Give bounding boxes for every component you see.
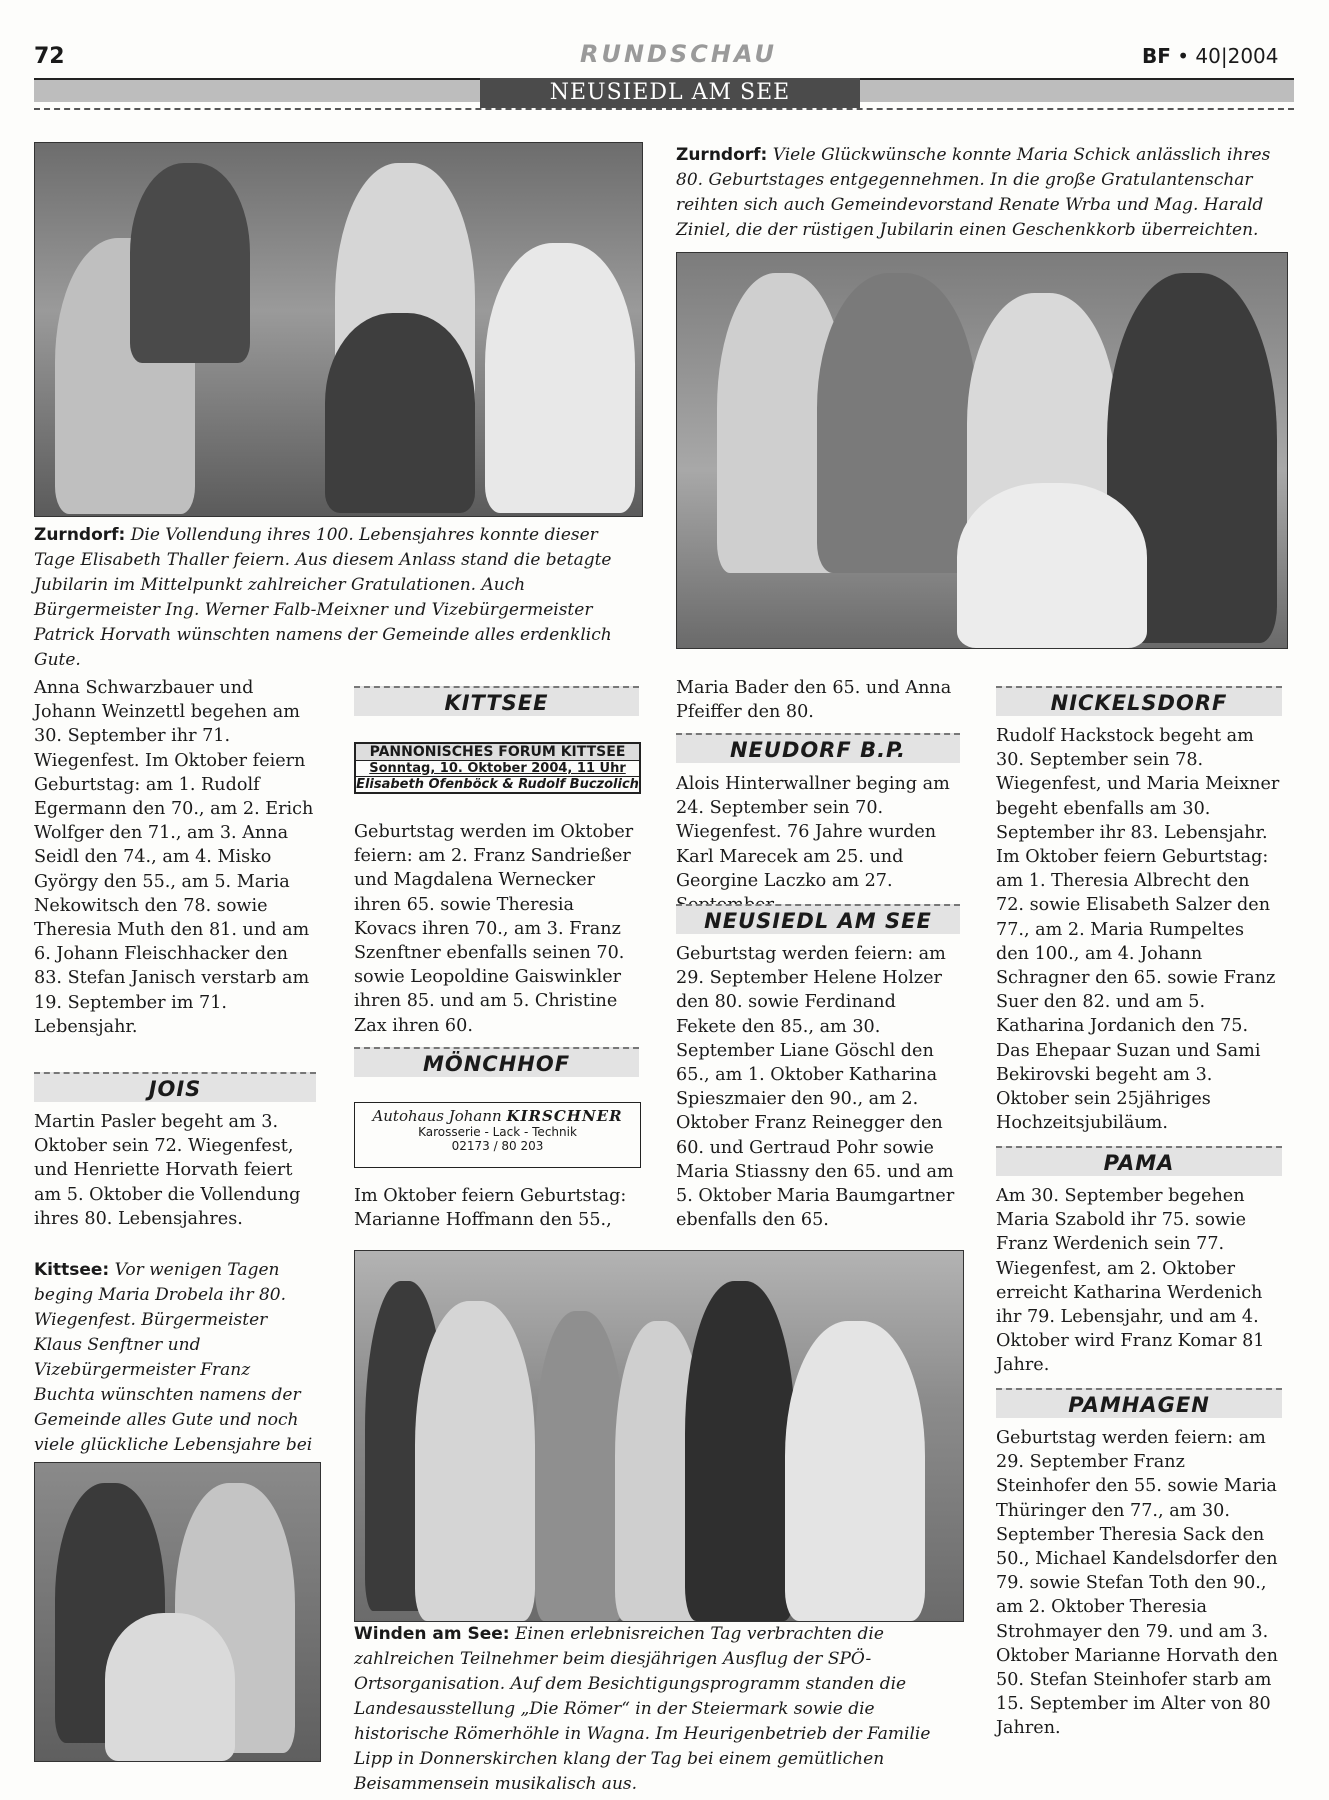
photo-zurndorf-100 xyxy=(34,142,643,517)
heading-kittsee: KITTSEE xyxy=(354,686,639,716)
issue-number: 40|2004 xyxy=(1195,44,1279,68)
caption-zurndorf-80 xyxy=(676,143,1294,243)
heading-neudorf: NEUDORF B.P. xyxy=(676,733,960,763)
caption-winden xyxy=(354,1622,962,1797)
col1-intro: Anna Schwarzbauer und Johann Weinzettl begehen am 30. September ihr 71. Wiegenfest. Im Oktober feiern Geburtstag: am 1. Rudolf Egermann den 70., am 2. Erich Wolfger den 71., am 3. Anna Seidl den 74., am 4. Misko György den 55., am 5. Maria Nekowitsch den 78. sowie Theresia Muth den 81. und am 6. Johann Fleischhacker den 83. Stefan Janisch verstarb am 19. September im 71. Lebensjahr. xyxy=(34,678,314,1037)
caption-place: Winden am See: xyxy=(354,1624,510,1644)
paper-name: BF xyxy=(1142,44,1171,68)
col3-neusiedl-text: Geburtstag werden feiern: am 29. September Helene Holzer den 80. sowie Ferdinand Fekete den 85., am 30. September Liane Göschl den 65., am 1. Oktober Katharina Spieszmaier den 90., am 2. Oktober Franz Reinegger den 60. und Gertraud Pohr sowie Maria Stiassny den 65. und am 5. Oktober Maria Baumgartner ebenfalls den 65. xyxy=(676,944,955,1231)
advert-artists: Elisabeth Ofenböck & Rudolf Buczolich xyxy=(356,777,639,792)
caption-place: Zurndorf: xyxy=(34,525,126,545)
col1-jois-text: Martin Pasler begeht am 3. Oktober sein 72. Wiegenfest, und Henriette Horvath feiert am 5. Oktober die Vollendung ihres 80. Lebensjahres. xyxy=(34,1112,301,1229)
masthead: RUNDSCHAU xyxy=(580,40,777,68)
advert-title: PANNONISCHES FORUM KITTSEE xyxy=(356,744,639,761)
heading-moenchhof: MÖNCHHOF xyxy=(354,1047,639,1077)
photo-kittsee xyxy=(34,1462,321,1762)
separator: • xyxy=(1177,44,1190,68)
page-number: 72 xyxy=(34,44,65,69)
heading-pama: PAMA xyxy=(996,1146,1282,1176)
caption-zurndorf-100 xyxy=(34,523,641,673)
photo-zurndorf-80 xyxy=(676,252,1288,649)
col2-kittsee-text: Geburtstag werden im Oktober feiern: am 2. Franz Sandrießer und Magdalena Wernecker ihren 65. sowie Theresia Kovacs ihren 70., am 3. Franz Szenftner ebenfalls seinen 70. sowie Leopoldine Gaiswinkler ihren 85. und am 5. Christine Zax ihren 60. xyxy=(354,822,634,1036)
caption-place: Kittsee: xyxy=(34,1260,110,1280)
photo-winden-am-see xyxy=(354,1250,964,1622)
caption-text: Die Vollendung ihres 100. Lebensjahres konnte dieser Tage Elisabeth Thaller feiern. Aus diesem Anlass stand die betagte Jubilarin im Mittelpunkt zahlreicher Gratulationen. Auch Bürgermeister Ing. Werner Falb-Meixner und Vizebürgermeister Patrick Horvath wünschten namens der Gemeinde alles erdenklich Gute. xyxy=(34,525,612,670)
issue-info xyxy=(1142,44,1279,68)
advert-services: Karosserie - Lack - Technik xyxy=(418,1125,577,1139)
caption-text: Einen erlebnisreichen Tag verbrachten die zahlreichen Teilnehmer beim diesjährigen Ausflug der SPÖ-Ortsorganisation. Auf dem Besichtigungsprogramm standen die Landesausstellung „Die Römer“ in der Steiermark sowie die historische Römerhöhle in Wagna. Im Heurigenbetrieb der Familie Lipp in Donnerskirchen klang der Tag bei einem gemütlichen Beisammensein musikalisch aus. xyxy=(354,1624,931,1794)
heading-pamhagen: PAMHAGEN xyxy=(996,1388,1282,1418)
advert-phone: 02173 / 80 203 xyxy=(451,1139,544,1153)
caption-place: Zurndorf: xyxy=(676,145,768,165)
col3-neudorf-text: Alois Hinterwallner beging am 24. September sein 70. Wiegenfest. 76 Jahre wurden Karl Marecek am 25. und Georgine Laczko am 27. xyxy=(676,774,950,891)
caption-text: Vor wenigen Tagen beging Maria Drobela ihr 80. Wiegenfest. Bürgermeister Klaus Senftner und Vizebürgermeister Franz Buchta wünschten namens der Gemeinde alles Gute und noch viele glückliche Lebensjahre bei xyxy=(34,1260,313,1455)
section-dash-rule xyxy=(34,108,1294,110)
heading-nickelsdorf: NICKELSDORF xyxy=(996,686,1282,716)
col4-nickelsdorf-text: Rudolf Hackstock begeht am 30. September sein 78. Wiegenfest, und Maria Meixner begeht ebenfalls am 30. September ihr 83. Lebensjahr. Im Oktober feiern Geburtstag: am 1. Theresia Albrecht den 72. sowie Elisabeth Salzer den 77., am 2. Maria Rumpeltes den 100., am 4. Johann Schragner den 65. sowie Franz Suer den 82. und am 5. Katharina Jordanich den 75. Das Ehepaar Suzan und Sami Bekirovski begeht am 3. Oktober sein 25jähriges Hochzeitsjubiläum. xyxy=(996,726,1280,1134)
advert-date: Sonntag, 10. Oktober 2004, 11 Uhr xyxy=(369,761,626,776)
col4-pamhagen-text: Geburtstag werden feiern: am 29. September Franz Steinhofer den 55. sowie Maria Thüringer den 77., am 30. September Theresia Sack den 50., Michael Kandelsdorfer den 79. sowie Stefan Toth den 90., am 2. Oktober Theresia Strohmayer den 79. und am 3. Oktober Marianne Horvath den 50. Stefan Steinhofer starb am 15. September im Alter von 80 Jahren. xyxy=(996,1428,1278,1739)
section-title: NEUSIEDL AM SEE xyxy=(480,78,860,108)
col4-pama-text: Am 30. September begehen Maria Szabold ihr 75. sowie Franz Werdenich sein 77. Wiegenfest, am 2. Oktober erreicht Katharina Werdenich ihr 79. Lebensjahr, und am 4. Oktober wird Franz Komar 81 Jahre. xyxy=(996,1186,1265,1376)
caption-text: Viele Glückwünsche konnte Maria Schick anlässlich ihres 80. Geburtstages entgegennehmen. In die große Gratulantenschar reihten sich auch Gemeindevorstand Renate Wrba und Mag. Harald Ziniel, die der rüstigen Jubilarin einen Geschenkkorb überreichten. xyxy=(676,145,1271,240)
advert-pannonisches-forum xyxy=(354,742,641,794)
heading-neusiedl: NEUSIEDL AM SEE xyxy=(676,904,960,934)
caption-kittsee xyxy=(34,1258,316,1483)
advert-company: Autohaus Johann KIRSCHNER xyxy=(372,1107,623,1125)
advert-autohaus-kirschner xyxy=(354,1102,641,1168)
heading-jois: JOIS xyxy=(34,1072,316,1102)
col2-moenchhof-text: Im Oktober feiern Geburtstag: Marianne Hoffmann den 55., xyxy=(354,1186,627,1231)
col3-continuation: Maria Bader den 65. und Anna Pfeiffer den 80. xyxy=(676,678,952,723)
